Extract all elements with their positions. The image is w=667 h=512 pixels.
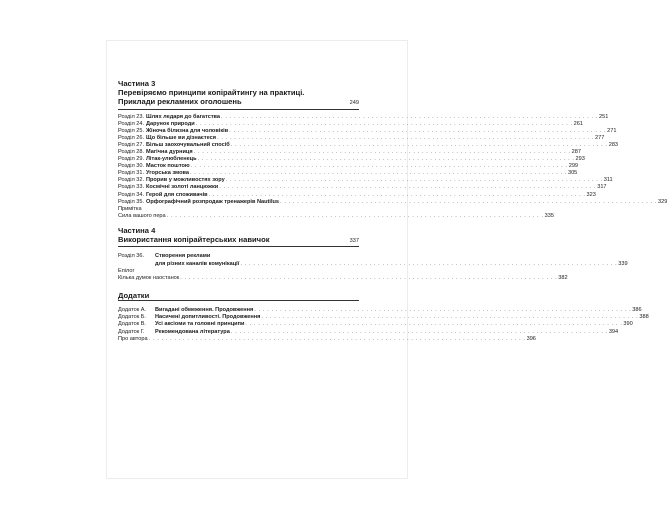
dot-leader <box>180 275 557 282</box>
entry-page: 305 <box>567 170 578 177</box>
entry-label: Додаток Г. <box>118 328 145 335</box>
dot-leader <box>231 142 608 149</box>
entry-title: Усі аксіоми та головні принципи <box>155 321 245 328</box>
dot-leader <box>198 156 575 163</box>
toc-entry[interactable] <box>118 328 619 336</box>
entry-page: 261 <box>573 120 584 127</box>
dot-leader <box>149 336 526 343</box>
entry-label: Розділ 28. <box>118 148 145 155</box>
entry-page: 283 <box>608 141 619 148</box>
entry-page: 386 <box>632 307 642 314</box>
entry-page: 277 <box>595 134 605 141</box>
toc-entry[interactable] <box>118 274 568 282</box>
part-3-label: Частина 3 <box>118 79 156 88</box>
part-3-title-line2: Приклади рекламних оголошень <box>118 97 242 106</box>
dot-leader <box>190 170 567 177</box>
part-4-title: Використання копірайтерських навичок <box>118 234 270 244</box>
entry-title: Вигадані обмеження. Продовження <box>155 307 254 314</box>
entry-title-line2: для різних каналів комунікації <box>155 260 240 267</box>
entry-label: Розділ 35. <box>118 198 145 205</box>
entry-title: Магічна дурниця <box>146 148 193 155</box>
dot-leader <box>240 261 617 268</box>
toc-entry[interactable] <box>118 253 628 267</box>
toc-entry[interactable] <box>118 156 585 163</box>
entry-label: Розділ 24. <box>118 120 145 127</box>
toc-entry[interactable] <box>118 314 649 321</box>
dot-leader <box>194 149 571 156</box>
dot-leader <box>280 199 657 206</box>
part-4-page: 337 <box>349 237 359 244</box>
part-4-label: Частина 4 <box>118 225 156 235</box>
entry-page: 311 <box>603 177 613 184</box>
entry-page: 317 <box>597 184 607 191</box>
entry-page: 339 <box>618 260 628 267</box>
entry-label: Розділ 25. <box>118 127 145 134</box>
postscript-title: Сила вашого пера <box>118 212 166 219</box>
appendix-title-row <box>118 291 359 302</box>
entry-title: Масток поштою <box>146 163 190 170</box>
toc-entry[interactable] <box>118 307 642 314</box>
entry-label: Розділ 36. <box>118 253 145 260</box>
toc-entry[interactable] <box>118 170 578 177</box>
dot-leader <box>226 177 603 184</box>
entry-title: Космічні золоті ланцюжки <box>146 184 219 191</box>
toc-entry[interactable] <box>118 198 667 206</box>
entry-page: 396 <box>526 335 536 342</box>
entry-title: Дарунок природи <box>146 120 195 127</box>
appendix-entries <box>118 307 649 342</box>
dot-leader <box>219 184 596 191</box>
dot-leader <box>209 192 586 199</box>
entry-page: 299 <box>568 163 579 170</box>
dot-leader <box>217 135 594 142</box>
entry-title: Рекомендована література <box>155 328 230 335</box>
toc-entry[interactable] <box>118 148 581 156</box>
dot-leader <box>261 314 638 321</box>
entry-label: Розділ 31. <box>118 170 145 177</box>
entry-title: Орфографічний розпродаж тренажерів Nautilus <box>146 198 280 205</box>
toc-entry[interactable] <box>118 321 633 328</box>
toc-entry[interactable] <box>118 127 617 135</box>
dot-leader <box>221 114 598 121</box>
entry-title: Що більше ви дізнаєтеся <box>146 134 217 141</box>
dot-leader <box>229 128 606 135</box>
dot-leader <box>196 121 573 128</box>
entry-label: Розділ 32. <box>118 177 145 184</box>
entry-title: Шлях ледаря до багатства <box>146 113 221 120</box>
dot-leader <box>231 329 608 336</box>
entry-label: Розділ 30. <box>118 163 145 170</box>
part-4-entries <box>118 253 628 281</box>
entry-label: Розділ 29. <box>118 156 145 163</box>
entry-page: 335 <box>544 212 554 219</box>
entry-page: 390 <box>623 321 633 328</box>
entry-title: Жіноча білизна для чоловіків <box>146 127 229 134</box>
entry-title: Герой для споживачів <box>146 191 208 198</box>
entry-title-line1: Створення реклами <box>155 253 211 260</box>
entry-page: 382 <box>558 274 568 281</box>
toc-entry[interactable] <box>118 163 579 170</box>
entry-title: Насичені допитливості. Продовження <box>155 314 261 321</box>
part-3-page: 249 <box>349 100 359 106</box>
entry-title: Більш заохочувальний спосіб <box>146 141 230 148</box>
toc-entry[interactable] <box>118 134 605 142</box>
part-3-entries <box>118 113 667 220</box>
part-3-section <box>118 79 667 220</box>
appendix-section <box>118 290 649 343</box>
toc-entry-epilogue-label <box>118 268 359 275</box>
toc-entry-note-label <box>118 206 359 213</box>
entry-page: 329 <box>658 198 667 205</box>
epilogue-label: Епілог <box>118 267 135 274</box>
part-4-title-row <box>118 235 359 248</box>
toc-entry[interactable] <box>118 120 584 128</box>
part-3-title-line1: Перевіряємо принципи копірайтингу на практиці. <box>118 88 305 97</box>
entry-page: 388 <box>639 314 649 321</box>
toc-entry[interactable] <box>118 177 613 184</box>
dot-leader <box>191 163 568 170</box>
epilogue-title: Кілька думок наостанок <box>118 274 180 281</box>
entry-label: Розділ 26. <box>118 134 145 141</box>
toc-entry[interactable] <box>118 184 607 191</box>
toc-entry[interactable] <box>118 212 554 220</box>
entry-label: Додаток В. <box>118 321 146 328</box>
toc-entry[interactable] <box>118 335 536 343</box>
book-page <box>107 41 667 478</box>
dot-leader <box>245 321 622 328</box>
entry-title: Угорська змова <box>146 170 189 177</box>
entry-label: Розділ 33. <box>118 184 145 191</box>
entry-page: 251 <box>599 113 609 120</box>
entry-label: Розділ 34. <box>118 191 145 198</box>
dot-leader <box>167 213 544 220</box>
entry-label: Додаток Б. <box>118 314 146 321</box>
entry-page: 323 <box>586 191 596 198</box>
appendix-title: Додатки <box>118 290 150 300</box>
about-author: Про автора <box>118 335 148 342</box>
entry-page: 287 <box>571 148 581 155</box>
entry-page: 394 <box>608 328 619 335</box>
table-of-contents <box>118 79 667 343</box>
entry-title: Прорив у можливостях зору <box>146 177 225 184</box>
toc-entry[interactable] <box>118 141 619 149</box>
entry-label: Розділ 23. <box>118 113 145 120</box>
entry-label: Розділ 27. <box>118 141 145 148</box>
entry-label: Додаток А. <box>118 307 146 314</box>
part-3-title-row <box>118 97 359 110</box>
part-4-section <box>118 225 628 282</box>
toc-entry[interactable] <box>118 113 609 121</box>
entry-page: 293 <box>575 156 585 163</box>
entry-page: 271 <box>607 127 617 134</box>
toc-entry[interactable] <box>118 191 596 199</box>
dot-leader <box>254 307 631 314</box>
entry-title: Літак-улюбленець <box>146 156 197 163</box>
postscript-label: Примітка <box>118 205 142 212</box>
